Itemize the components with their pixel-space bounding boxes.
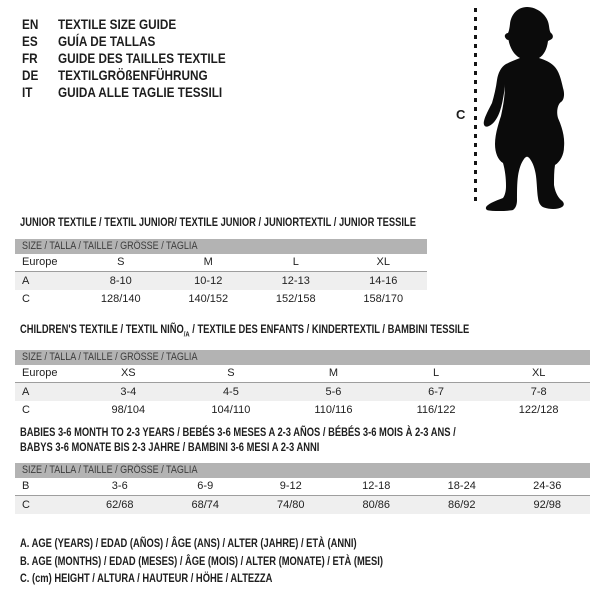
cell-value: 6-9 [197, 480, 214, 492]
cell-value: 4-5 [222, 386, 239, 398]
cell-value: 5-6 [325, 386, 342, 398]
row-label: C [22, 404, 30, 416]
cell-value: 80/86 [362, 499, 391, 511]
row-label: A [22, 386, 30, 398]
height-measure-line [474, 8, 477, 206]
lang-row-de [22, 67, 258, 84]
region-label: Europe [22, 256, 58, 268]
cell-value: 9-12 [279, 480, 302, 492]
size-col: XL [531, 367, 546, 379]
cell-value: 158/170 [363, 293, 404, 305]
table-row-age [15, 383, 590, 401]
table-row-height [15, 290, 427, 308]
section-title-children [20, 322, 596, 341]
section-title-babies [20, 425, 579, 455]
lang-title: GUIDE DES TAILLES TEXTILE [58, 50, 226, 66]
lang-row-it [22, 84, 258, 101]
table-row-age [15, 272, 427, 290]
footnote-text: B. AGE (MONTHS) / EDAD (MESES) / ÂGE (MOIS) / ALTER (MONATE) / ETÀ (MESI) [20, 553, 383, 568]
cell-value: 152/158 [275, 293, 316, 305]
cell-value: 62/68 [105, 499, 134, 511]
size-col: XS [120, 367, 136, 379]
size-bar-label: SIZE / TALLA / TAILLE / GRÖSSE / TAGLIA [22, 351, 198, 363]
footnote-age-years [20, 535, 485, 553]
cell-value: 24-36 [533, 480, 562, 492]
section-title-text: JUNIOR TEXTILE / TEXTIL JUNIOR/ TEXTILE JUNIOR / JUNIORTEXTIL / JUNIOR TESSILE [20, 215, 416, 229]
lang-title: TEXTILGRÖßENFÜHRUNG [58, 67, 208, 83]
cell-value: 116/122 [416, 404, 456, 416]
babies-size-table [15, 463, 590, 514]
footnote-age-months [20, 553, 485, 571]
lang-row-fr [22, 50, 258, 67]
cell-value: 6-7 [428, 386, 445, 398]
lang-row-en [22, 16, 258, 33]
cell-value: 110/116 [314, 404, 353, 416]
footnote-text: A. AGE (YEARS) / EDAD (AÑOS) / ÂGE (ANS) / ALTER (JAHRE) / ETÀ (ANNI) [20, 536, 357, 550]
table-row-height [15, 401, 590, 419]
lang-code: EN [22, 16, 39, 32]
lang-code: ES [22, 33, 38, 49]
size-bar [15, 463, 590, 478]
cell-value: 98/104 [111, 404, 146, 416]
size-col: M [328, 367, 339, 379]
language-header [22, 16, 258, 101]
lang-code: FR [22, 50, 38, 66]
cell-value: 104/110 [211, 404, 251, 416]
lang-title: GUÍA DE TALLAS [58, 33, 156, 49]
table-column-header-row [15, 254, 427, 272]
size-col: L [433, 367, 440, 379]
row-label: A [22, 275, 30, 287]
title-pre: CHILDREN'S TEXTILE / TEXTIL NIÑO [20, 322, 184, 336]
footnotes [20, 535, 485, 588]
toddler-silhouette-icon [480, 5, 570, 211]
title-sub: /A [183, 329, 190, 339]
cell-value: 122/128 [518, 404, 559, 416]
junior-size-table [15, 239, 427, 308]
size-col: L [292, 256, 299, 268]
cell-value: 86/92 [447, 499, 476, 511]
cell-value: 18-24 [447, 480, 476, 492]
size-bar [15, 239, 427, 254]
row-label: C [22, 499, 30, 511]
cell-value: 12-13 [281, 275, 310, 287]
cell-value: 10-12 [194, 275, 223, 287]
height-measure-label: C [456, 107, 466, 122]
section-title-line1: BABIES 3-6 MONTH TO 2-3 YEARS / BEBÉS 3-6 MESES A 2-3 AÑOS / BÉBÉS 3-6 MOIS À 2-3 ANS / [20, 425, 456, 439]
lang-code: DE [22, 67, 39, 83]
cell-value: 14-16 [369, 275, 398, 287]
footnote-text: C. (cm) HEIGHT / ALTURA / HAUTEUR / HÖHE / ALTEZZA [20, 571, 273, 585]
cell-value: 8-10 [109, 275, 132, 287]
cell-value: 128/140 [100, 293, 141, 305]
cell-value: 68/74 [191, 499, 220, 511]
lang-code: IT [22, 84, 33, 100]
section-title-junior [20, 215, 528, 230]
table-column-header-row [15, 365, 590, 383]
lang-title: TEXTILE SIZE GUIDE [58, 16, 177, 32]
size-col: S [227, 367, 235, 379]
size-bar-label: SIZE / TALLA / TAILLE / GRÖSSE / TAGLIA [22, 464, 198, 476]
cell-value: 92/98 [533, 499, 562, 511]
cell-value: 3-6 [111, 480, 128, 492]
size-bar [15, 350, 590, 365]
table-row-height [15, 496, 590, 514]
cell-value: 7-8 [530, 386, 547, 398]
children-size-table [15, 350, 590, 419]
section-title-text [20, 322, 469, 341]
row-label: B [22, 480, 30, 492]
section-title-line2: BABYS 3-6 MONATE BIS 2-3 JAHRE / BAMBINI 3-6 MESI A 2-3 ANNI [20, 440, 320, 454]
footnote-height [20, 570, 485, 588]
lang-row-es [22, 33, 258, 50]
title-post: / TEXTILE DES ENFANTS / KINDERTEXTIL / BAMBINI TESSILE [189, 322, 470, 336]
size-col: S [117, 256, 125, 268]
cell-value: 3-4 [120, 386, 137, 398]
cell-value: 12-18 [362, 480, 391, 492]
cell-value: 74/80 [276, 499, 305, 511]
size-bar-label: SIZE / TALLA / TAILLE / GRÖSSE / TAGLIA [22, 240, 198, 252]
row-label: C [22, 293, 30, 305]
size-col: M [203, 256, 213, 268]
cell-value: 140/152 [188, 293, 229, 305]
table-row-age-months [15, 478, 590, 496]
lang-title: GUIDA ALLE TAGLIE TESSILI [58, 84, 223, 100]
size-col: XL [376, 256, 390, 268]
region-label: Europe [22, 367, 58, 379]
